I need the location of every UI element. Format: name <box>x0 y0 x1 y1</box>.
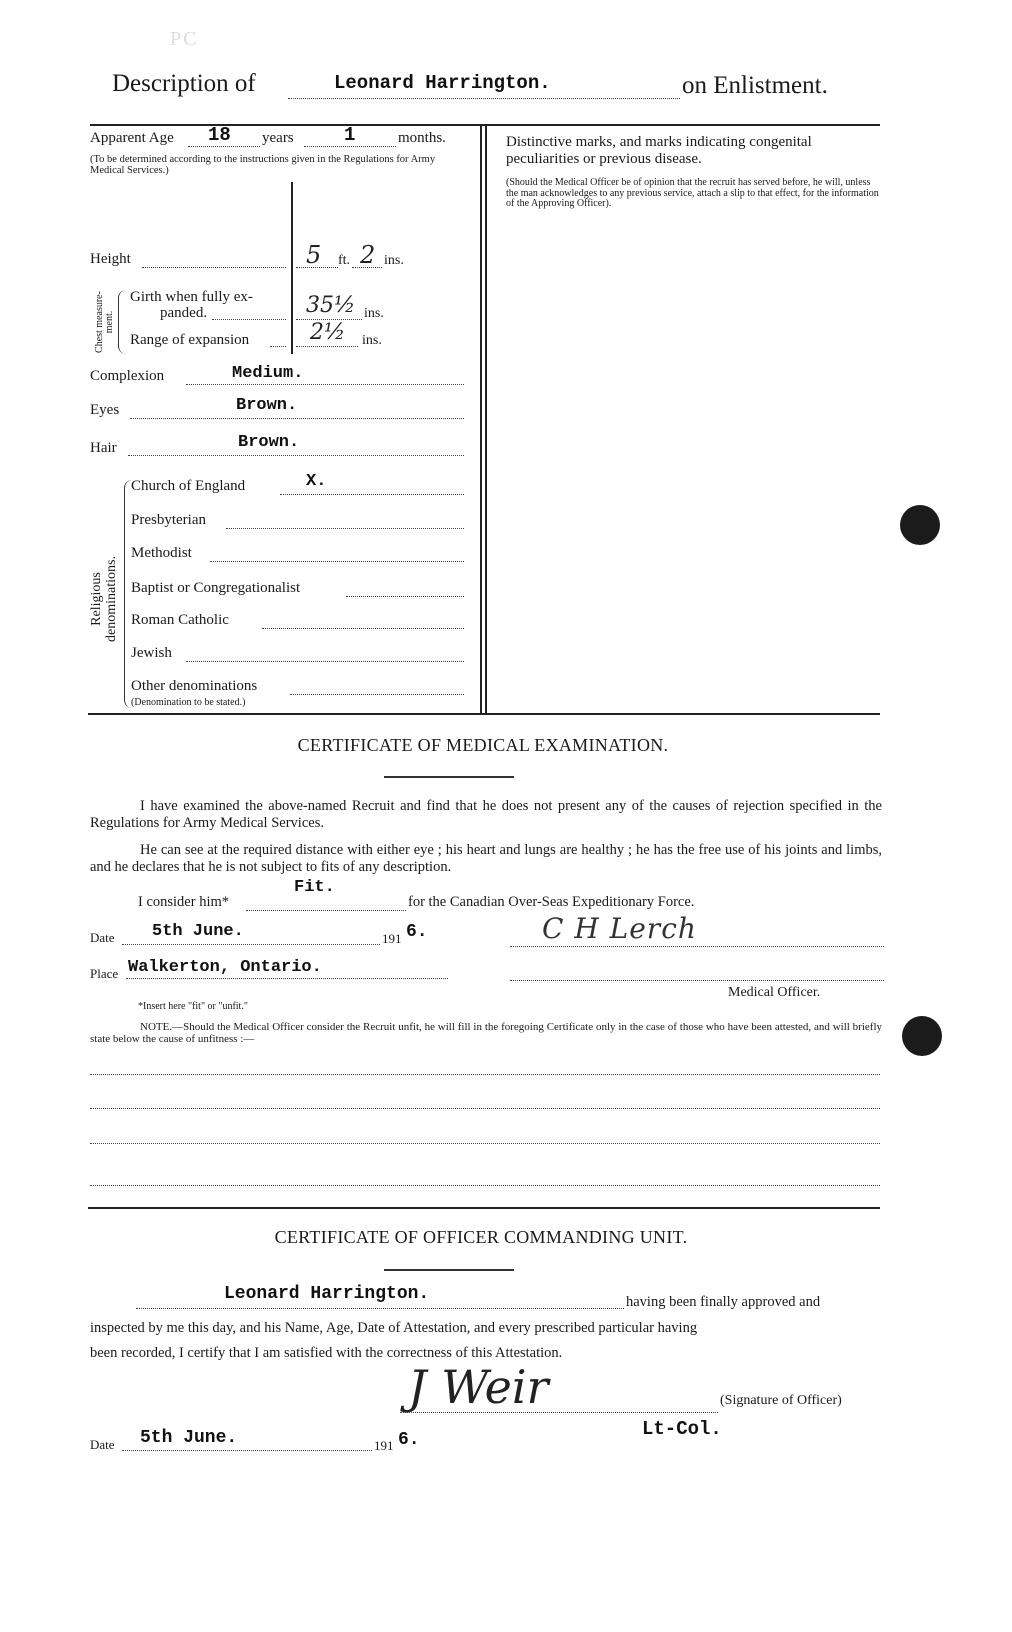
column-divider <box>480 126 482 713</box>
consider-label: I consider him* <box>138 894 230 910</box>
religion-label: Religious denominations. <box>89 556 119 642</box>
height-in-field <box>352 241 382 269</box>
commanding-name-value: Leonard Harrington. <box>224 1284 430 1304</box>
unfitness-line-3[interactable] <box>90 1135 880 1144</box>
header-suffix: on Enlistment. <box>682 72 828 99</box>
medical-year-prefix: 191 <box>382 931 402 946</box>
place-label: Place <box>90 966 119 981</box>
age-note: (To be determined according to the instructions given in the Regulations for Army Medical Services.) <box>90 154 436 176</box>
years-label: years <box>262 130 294 146</box>
unfit-note: NOTE.—Should the Medical Officer consider the Recruit unfit, he will fill in the foregoing Certificate only in the case of those who have been attested, and will briefly state below the cause of unfitness :— <box>90 1021 882 1045</box>
unfitness-line-1[interactable] <box>90 1066 880 1075</box>
punch-hole-bottom <box>902 1016 942 1056</box>
commanding-text-3: been recorded, I certify that I am satisfied with the correctness of this Attestation. <box>90 1345 563 1361</box>
commanding-name-field <box>136 1284 624 1309</box>
punch-hole-top <box>900 505 940 545</box>
medical-officer-line <box>510 968 884 981</box>
religion-5-field <box>186 647 464 662</box>
commanding-text-1: having been finally approved and <box>626 1294 821 1310</box>
hair-label: Hair <box>90 440 117 456</box>
marks-note: (Should the Medical Officer be of opinion that the recruit has served before, he will, unless the man acknowledges to any previous service, attach a slip to that effect, for the information of the Approving Officer). <box>506 177 879 209</box>
girth-value: 35½ <box>306 293 356 318</box>
commanding-text-2: inspected by me this day, and his Name, Age, Date of Attestation, and every prescribed particular having <box>90 1320 698 1336</box>
age-label: Apparent Age <box>90 130 174 146</box>
officer-signature-line <box>400 1360 718 1414</box>
religion-4-field <box>262 614 464 629</box>
measure-divider <box>291 182 293 354</box>
religion-3-field <box>346 582 464 597</box>
ins-label-girth: ins. <box>364 306 384 321</box>
commanding-title: CERTIFICATE OF OFFICER COMMANDING UNIT. <box>274 1227 688 1247</box>
religion-2-field <box>210 547 464 562</box>
commanding-officer-signature: J Weir <box>408 1360 549 1414</box>
religion-0-field <box>280 472 464 495</box>
religion-1-field <box>226 514 464 529</box>
marks-title: Distinctive marks, and marks indicating congenital peculiarities or previous disease. <box>506 134 812 167</box>
ft-label: ft. <box>338 253 351 268</box>
religion-6-label: Other denominations <box>131 678 258 694</box>
age-years-field <box>188 124 260 147</box>
height-label: Height <box>90 251 131 267</box>
girth-label-1: Girth when fully ex- <box>130 289 253 305</box>
religion-0-value: X. <box>306 472 327 491</box>
eyes-field <box>130 396 464 419</box>
place-value: Walkerton, Ontario. <box>128 958 322 977</box>
commanding-date-field <box>122 1428 372 1451</box>
months-label: months. <box>398 130 446 146</box>
medical-para-1: I have examined the above-named Recruit and find that he does not present any of the causes of rejection specified in the Regulations for Army Medical Services. <box>90 798 882 831</box>
medical-date-value: 5th June. <box>152 922 244 941</box>
commanding-date-label: Date <box>90 1437 115 1452</box>
medical-officer-label: Medical Officer. <box>728 985 821 1000</box>
range-dots <box>270 336 286 347</box>
commanding-title-rule <box>384 1269 514 1271</box>
religion-4-label: Roman Catholic <box>131 612 229 628</box>
commanding-year-suffix: 6. <box>398 1430 420 1450</box>
medical-date-label: Date <box>90 930 115 945</box>
range-label: Range of expansion <box>130 332 250 348</box>
age-months-value: 1 <box>344 124 356 146</box>
fitness-field <box>246 878 406 911</box>
description-bottom-rule <box>88 713 880 715</box>
fitness-value: Fit. <box>294 878 335 897</box>
chest-brace <box>118 290 127 354</box>
height-ft-value: 5 <box>306 241 322 269</box>
medical-title-rule <box>384 776 514 778</box>
age-years-value: 18 <box>208 124 231 146</box>
faint-stamp: PC <box>170 28 199 50</box>
range-value: 2½ <box>310 320 346 345</box>
header-name-field <box>288 72 680 99</box>
age-months-field <box>304 124 396 147</box>
insert-note: *Insert here "fit" or "unfit." <box>138 1001 248 1012</box>
force-label: for the Canadian Over-Seas Expeditionary Force. <box>408 894 695 910</box>
hair-field <box>128 433 464 456</box>
ins-label-height: ins. <box>384 253 404 268</box>
chest-label: Chest measure-ment. <box>94 291 115 353</box>
height-in-value: 2 <box>360 241 376 269</box>
medical-bottom-rule <box>88 1207 880 1209</box>
recruit-name: Leonard Harrington. <box>334 72 551 94</box>
other-denomination-note: (Denomination to be stated.) <box>131 697 246 708</box>
place-field <box>126 958 448 979</box>
girth-label-2: panded. <box>160 305 208 321</box>
officer-rank: Lt-Col. <box>642 1418 722 1440</box>
header-prefix: Description of <box>112 70 256 97</box>
girth-field <box>296 293 362 320</box>
height-dots <box>142 255 286 268</box>
chest-label-box <box>84 290 120 360</box>
height-ft-field <box>296 241 338 269</box>
ins-label-range: ins. <box>362 333 382 348</box>
complexion-value: Medium. <box>232 364 304 383</box>
eyes-value: Brown. <box>236 396 298 415</box>
medical-officer-signature: C H Lerch <box>542 912 697 945</box>
girth-dots <box>212 309 286 320</box>
religion-5-label: Jewish <box>131 645 172 661</box>
medical-title: CERTIFICATE OF MEDICAL EXAMINATION. <box>297 735 669 755</box>
religion-3-label: Baptist or Congregationalist <box>131 580 301 596</box>
range-field <box>296 320 358 347</box>
medical-date-field <box>122 922 380 945</box>
commanding-year-prefix: 191 <box>374 1438 394 1453</box>
religion-2-label: Methodist <box>131 545 192 561</box>
religion-6-field <box>290 680 464 695</box>
complexion-label: Complexion <box>90 368 165 384</box>
medical-signature-line <box>510 912 884 947</box>
medical-year-suffix: 6. <box>406 922 428 942</box>
unfitness-line-2[interactable] <box>90 1100 880 1109</box>
unfitness-line-4[interactable] <box>90 1177 880 1186</box>
hair-value: Brown. <box>238 433 300 452</box>
religion-label-box <box>82 540 126 660</box>
eyes-label: Eyes <box>90 402 120 418</box>
medical-para-2: He can see at the required distance with either eye ; his heart and lungs are healthy ; he has the free use of his joints and limbs, and he declares that he is not subject to fits of any description. <box>90 842 882 875</box>
religion-0-label: Church of England <box>131 478 246 494</box>
column-divider-2 <box>485 126 487 713</box>
complexion-field <box>186 364 464 385</box>
signature-of-officer-label: (Signature of Officer) <box>720 1393 842 1408</box>
commanding-date-value: 5th June. <box>140 1428 238 1448</box>
religion-1-label: Presbyterian <box>131 512 206 528</box>
